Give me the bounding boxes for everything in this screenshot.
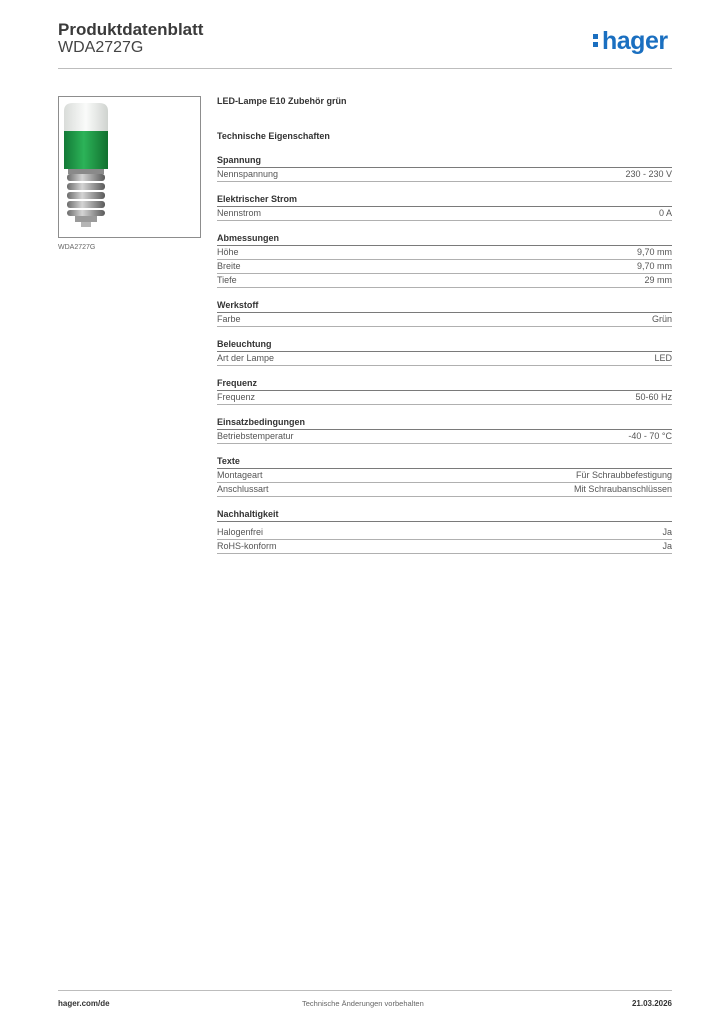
led-lamp-illustration	[59, 97, 200, 237]
property-row	[217, 391, 672, 405]
property-label: Nennspannung	[217, 169, 279, 179]
logo-text: hager	[602, 27, 668, 55]
property-value: 29 mm	[644, 275, 672, 285]
property-section	[217, 508, 672, 554]
property-value: Ja	[662, 541, 672, 551]
section-title: Werkstoff	[217, 299, 672, 313]
property-label: Tiefe	[217, 275, 237, 285]
property-value: 0 A	[658, 208, 672, 218]
property-section	[217, 377, 672, 405]
property-label: Farbe	[217, 314, 241, 324]
property-value: 230 - 230 V	[625, 169, 672, 179]
property-row	[217, 168, 672, 182]
footer-date: 21.03.2026	[631, 999, 672, 1008]
property-label: Anschlussart	[217, 484, 269, 494]
property-value: Ja	[662, 527, 672, 537]
property-section	[217, 338, 672, 366]
property-section	[217, 232, 672, 288]
property-value: LED	[654, 353, 672, 363]
product-title: LED-Lampe E10 Zubehör grün	[217, 96, 347, 106]
property-section	[217, 193, 672, 221]
datasheet-content	[217, 94, 672, 554]
property-label: Breite	[217, 261, 241, 271]
property-row	[217, 540, 672, 554]
property-row	[217, 207, 672, 221]
property-row	[217, 526, 672, 540]
property-value: 9,70 mm	[636, 247, 672, 257]
section-title: Frequenz	[217, 377, 672, 391]
property-row	[217, 274, 672, 288]
property-value: 9,70 mm	[636, 261, 672, 271]
section-title: Abmessungen	[217, 232, 672, 246]
property-label: Frequenz	[217, 392, 256, 402]
property-label: Halogenfrei	[217, 527, 264, 537]
footer-divider	[58, 990, 672, 991]
property-section	[217, 154, 672, 182]
property-label: RoHS-konform	[217, 541, 277, 551]
property-sections	[217, 154, 672, 554]
property-row	[217, 430, 672, 444]
property-label: Art der Lampe	[217, 353, 275, 363]
hager-logo	[593, 27, 668, 55]
property-value: Grün	[651, 314, 672, 324]
product-code: WDA2727G	[58, 39, 144, 56]
property-section	[217, 455, 672, 497]
section-title: Spannung	[217, 154, 672, 168]
image-caption: WDA2727G	[58, 244, 96, 251]
property-row	[217, 352, 672, 366]
footer-notice: Technische Änderungen vorbehalten	[302, 999, 424, 1008]
property-section	[217, 299, 672, 327]
property-section	[217, 416, 672, 444]
property-value: Mit Schraubanschlüssen	[573, 484, 672, 494]
property-label: Montageart	[217, 470, 263, 480]
property-value: Für Schraubbefestigung	[575, 470, 672, 480]
property-label: Betriebstemperatur	[217, 431, 294, 441]
property-row	[217, 313, 672, 327]
page-title: Produktdatenblatt	[58, 20, 204, 39]
property-row	[217, 246, 672, 260]
property-row	[217, 260, 672, 274]
section-title: Texte	[217, 455, 672, 469]
footer-website: hager.com/de	[58, 999, 110, 1008]
property-value: 50-60 Hz	[635, 392, 672, 402]
property-label: Nennstrom	[217, 208, 262, 218]
logo-colon-icon	[593, 27, 599, 49]
section-title: Nachhaltigkeit	[217, 508, 672, 522]
property-label: Höhe	[217, 247, 239, 257]
section-title: Beleuchtung	[217, 338, 672, 352]
property-row	[217, 483, 672, 497]
section-title: Elektrischer Strom	[217, 193, 672, 207]
property-value: -40 - 70 °C	[628, 431, 672, 441]
section-title: Einsatzbedingungen	[217, 416, 672, 430]
property-row	[217, 469, 672, 483]
header-divider	[58, 68, 672, 69]
product-image	[58, 96, 201, 238]
section-heading-technical: Technische Eigenschaften	[217, 131, 330, 141]
